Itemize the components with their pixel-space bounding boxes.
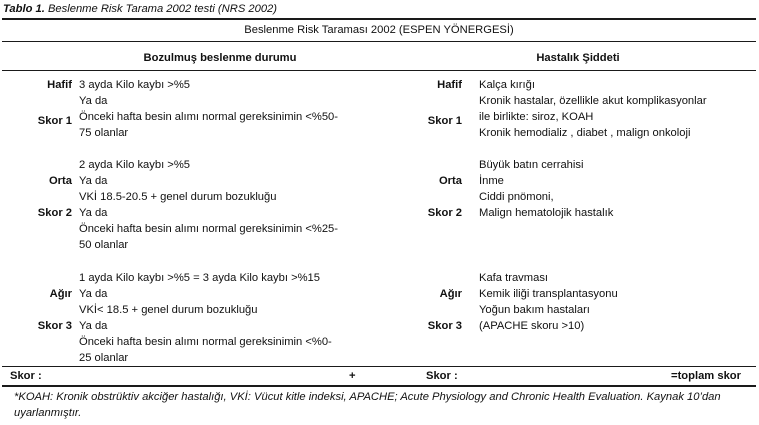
left-criteria-block (79, 270, 332, 366)
criteria-line: Malign hematolojik hastalık (479, 207, 614, 219)
right-score-total-label: Skor : (426, 370, 458, 382)
criteria-line: VKİ 18.5-20.5 + genel durum bozukluğu (79, 191, 277, 203)
criteria-line: Kafa travması (479, 272, 549, 284)
right-level-label: Hafif (437, 79, 462, 91)
criteria-line: 25 olanlar (79, 352, 129, 364)
criteria-line: Ya da (79, 207, 108, 219)
criteria-line: Ya da (79, 320, 108, 332)
right-criteria-block (479, 77, 707, 141)
criteria-line: ile birlikte: siroz, KOAH (479, 111, 594, 123)
right-level-label: Orta (438, 175, 462, 187)
footer-rule (2, 366, 756, 367)
criteria-line: Büyük batın cerrahisi (479, 159, 584, 171)
criteria-line: 1 ayda Kilo kaybı >%5 = 3 ayda Kilo kaybı >%15 (79, 272, 320, 284)
criteria-line: Kalça kırığı (479, 79, 535, 91)
left-score-label: Skor 1 (37, 115, 72, 127)
right-criteria-block (479, 157, 613, 221)
right-score-label: Skor 2 (427, 207, 462, 219)
plus-sign: + (349, 370, 356, 382)
title-rule (2, 41, 756, 42)
criteria-line: (APACHE skoru >10) (479, 320, 585, 332)
criteria-line: Kronik hemodializ , diabet , malign onkoloji (479, 127, 691, 139)
right-column-header: Hastalık Şiddeti (536, 52, 620, 64)
criteria-line: Kemik iliği transplantasyonu (479, 288, 618, 300)
right-criteria-block (479, 270, 618, 334)
criteria-line: İnme (479, 175, 504, 187)
criteria-line: 2 ayda Kilo kaybı >%5 (79, 159, 191, 171)
left-score-total-label: Skor : (10, 370, 42, 382)
criteria-line: Önceki hafta besin alımı normal gereksinimin <%0- (79, 336, 332, 348)
total-score-label: =toplam skor (671, 370, 741, 382)
left-level-label: Orta (48, 175, 72, 187)
criteria-line: Ya da (79, 175, 108, 187)
left-score-label: Skor 3 (37, 320, 72, 332)
table-caption (3, 1, 277, 17)
criteria-line: Önceki hafta besin alımı normal gereksinimin <%25- (79, 223, 338, 235)
criteria-line: VKİ< 18.5 + genel durum bozukluğu (79, 304, 258, 316)
left-criteria-block (79, 157, 338, 253)
left-level-label: Hafif (47, 79, 72, 91)
header-rule (2, 70, 756, 71)
criteria-line: Ciddi pnömoni, (479, 191, 554, 203)
criteria-line: Önceki hafta besin alımı normal gereksinimin <%50- (79, 111, 338, 123)
criteria-line: Kronik hastalar, özellikle akut komplikasyonlar (479, 95, 707, 107)
right-level-label: Ağır (439, 288, 462, 300)
left-level-label: Ağır (49, 288, 72, 300)
bottom-rule (2, 385, 756, 387)
criteria-line: 75 olanlar (79, 127, 129, 139)
criteria-line: 3 ayda Kilo kaybı >%5 (79, 79, 191, 91)
caption-text: Beslenme Risk Tarama 2002 testi (NRS 2002) (44, 3, 277, 15)
table-footnote: *KOAH: Kronik obstrüktiv akciğer hastalığı, VKİ: Vücut kitle indeksi, APACHE; Acute Physiology and Chronic Health Evaluation. Kaynak 10’dan uyarlanmıştır. (14, 391, 721, 419)
left-score-label: Skor 2 (37, 207, 72, 219)
right-score-label: Skor 3 (427, 320, 462, 332)
left-column-header: Bozulmuş beslenme durumu (143, 52, 297, 64)
left-criteria-block (79, 77, 338, 141)
table-title: Beslenme Risk Taraması 2002 (ESPEN YÖNERGESİ) (244, 24, 514, 36)
top-rule (2, 18, 756, 20)
criteria-line: 50 olanlar (79, 239, 129, 251)
criteria-line: Ya da (79, 95, 108, 107)
criteria-line: Yoğun bakım hastaları (479, 304, 590, 316)
right-score-label: Skor 1 (427, 115, 462, 127)
criteria-line: Ya da (79, 288, 108, 300)
caption-label: Tablo 1. (3, 3, 45, 15)
